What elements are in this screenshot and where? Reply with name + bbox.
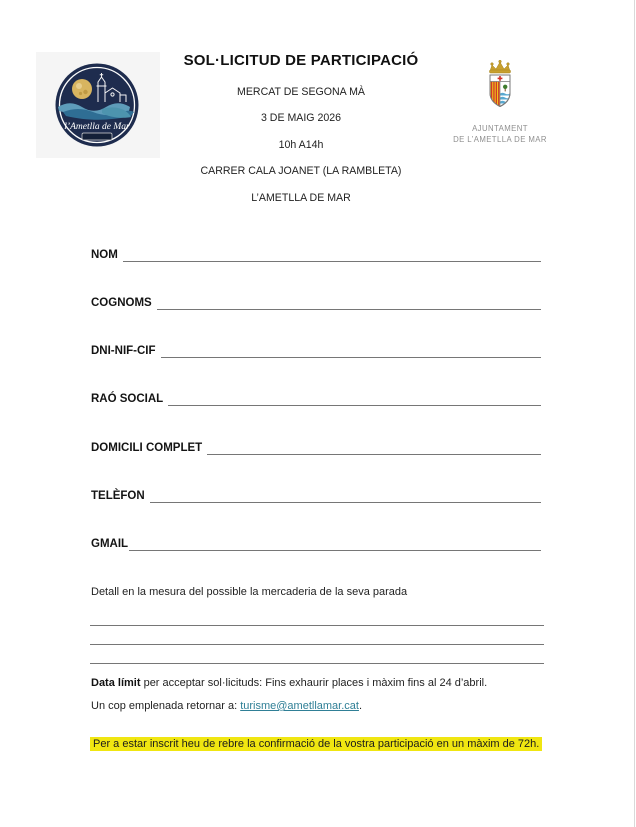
page-title: SOL·LICITUD DE PARTICIPACIÓ <box>183 52 419 69</box>
detail-line-1 <box>90 607 544 626</box>
field-nom <box>91 247 541 262</box>
field-cognoms <box>91 295 541 310</box>
town-logo-wordmark: l’Ametlla de Mar <box>64 122 130 132</box>
detail-line-2 <box>90 626 544 645</box>
return-text: Un cop emplenada retornar a: <box>91 700 241 712</box>
event-name: MERCAT DE SEGONA MÀ <box>237 86 365 98</box>
field-label-dni-nif-cif: DNI-NIF-CIF <box>91 345 156 357</box>
event-street: CARRER CALA JOANET (LA RAMBLETA) <box>200 165 402 178</box>
council-name-line2: DE L’AMETLLA DE MAR <box>453 135 547 144</box>
field-line-gmail <box>129 538 541 551</box>
detail-line-3 <box>90 645 544 664</box>
coat-of-arms-icon <box>478 57 522 115</box>
crown-icon <box>490 60 511 73</box>
moon-icon <box>72 79 92 99</box>
field-label-domicili: DOMICILI COMPLET <box>91 442 203 454</box>
town-logo-banner <box>82 133 112 140</box>
field-label-telefon: TELÈFON <box>91 490 145 502</box>
event-date: 3 DE MAIG 2026 <box>260 112 342 125</box>
field-line-domicili <box>207 442 541 455</box>
document-header <box>140 52 462 211</box>
field-line-telefon <box>150 490 541 503</box>
council-name-line1: AJUNTAMENT <box>472 124 528 133</box>
field-rao-social <box>91 391 541 406</box>
field-telefon <box>91 488 541 503</box>
return-instruction <box>91 700 561 712</box>
council-crest <box>437 57 563 145</box>
field-domicili <box>91 440 541 455</box>
field-dni-nif-cif <box>91 343 541 358</box>
field-label-cognoms: COGNOMS <box>91 297 152 309</box>
field-line-dni-nif-cif <box>161 345 541 358</box>
field-line-nom <box>123 249 541 262</box>
field-label-nom: NOM <box>91 249 118 261</box>
confirmation-note <box>90 735 560 754</box>
detail-write-area <box>90 607 544 664</box>
highlighted-text: Per a estar inscrit heu de rebre la confirmació de la vostra participació en un màxim de 72h. <box>90 737 542 751</box>
detail-prompt: Detall en la mesura del possible la mercaderia de la seva parada <box>91 586 408 598</box>
event-time: 10h A14h <box>278 138 324 151</box>
return-period: . <box>358 700 363 712</box>
field-line-rao-social <box>168 393 541 406</box>
field-label-gmail: GMAIL <box>91 538 129 550</box>
field-line-cognoms <box>157 297 541 310</box>
email-link[interactable]: turisme@ametllamar.cat <box>240 700 359 712</box>
event-town: L’AMETLLA DE MAR <box>251 191 351 204</box>
deadline-label: Data límit <box>91 677 141 689</box>
deadline-text: per acceptar sol·licituds: Fins exhaurir places i màxim fins al 24 d’abril. <box>140 677 488 689</box>
field-gmail <box>91 536 541 551</box>
deadline-note <box>91 677 561 689</box>
field-label-rao-social: RAÓ SOCIAL <box>91 393 164 405</box>
